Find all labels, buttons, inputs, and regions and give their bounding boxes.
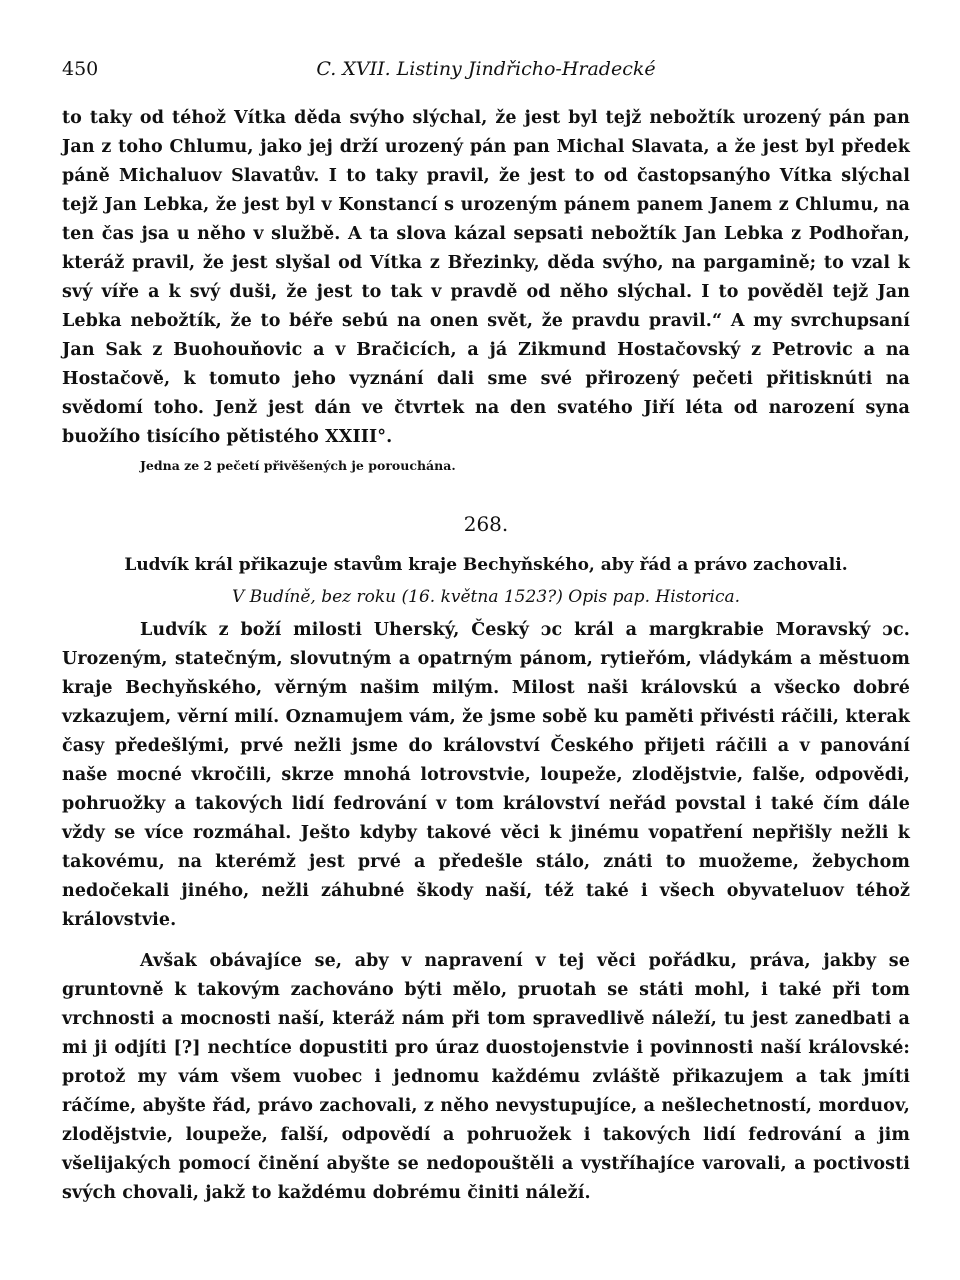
continuation-paragraph: to taky od téhož Vítka děda svýho slýchal, že jest byl tejž nebožtík urozený pán pan Jan z toho Chlumu, jako jej drží urozený pán pan Michal Slavata, a že jest byl předek páně Michaluov Slavatův. I to taky pravil, že jest to od častopsanýho Vítka slýchal tejž Jan Lebka, že jest byl v Konstancí s urozeným pánem panem Janem z Chlumu, na ten čas jsa u něho v službě. A ta slova kázal sepsati nebožtík Jan Lebka z Podhořan, kteráž pravil, že jest slyšal od Vítka z Březinky, děda svýho, na pargamině; to vzal k svý víře a k svý duši, že jest to tak v pravdě od něho slýchal. I to pověděl tejž Jan Lebka nebožtík, že to béře sebú na onen svět, že pravdu pravil.“ A my svrchupsaní Jan Sak z Buohouňovic a v Bračicích, a já Zikmund Hostačovský z Petrovic a na Hostačově, k tomuto jeho vyznání dali sme své přirozený pečeti přitisknúti na svědomí toho. Jenž jest dán ve čtvrtek na den svatého Jiří léta od narození syna buožího tisícího pětistého XXIII°. — [62, 108, 910, 447]
document-paragraph: Avšak obávajíce se, aby v napravení v tej věci pořádku, práva, jakby se gruntovně k takovým zachováno býti mělo, pruotah se státi mohl, i také při tom vrchnosti a mocnosti naší, kteráž nám při tom spravedlivě náleží, tu jest zanedbati a mi ji odjíti [?] nechtíce dopustiti pro úraz duostojenstvie i povinnosti naší královské: protož my vám všem vuobec i jednomu každému zvláště přikazujem a tak jmíti ráčíme, abyšte řád, právo zachovali, z něho nevystupujíce, a nešlechetností, morduov, zlodějstvie, loupeže, falší, odpovědí a pohruožek i takových lidí fedrování a jim všelijakých pomocí činění abyšte se nedopouštěli a vystříhajíce varovali, a poctivosti svých chovali, jakž to každému dobrému činiti náleží. — [62, 951, 910, 1203]
page-number: 450 — [62, 58, 99, 80]
page-body — [62, 104, 910, 1208]
document-number: 268. — [463, 512, 509, 536]
document-source: V Budíně, bez roku (16. května 1523?) Opis pap. Historica. — [231, 587, 741, 607]
document-paragraph: Ludvík z boží milosti Uherský, Český ɔc král a margkrabie Moravský ɔc. Urozeným, statečným, slovutným a opatrným pánom, rytieřóm, vládykám a městuom kraje Bechyňského, věrným našim milým. Milost naši královskú a všecko dobré vzkazujem, věrní milí. Oznamujem vám, že jsme sobě ku paměti přivésti ráčili, kterak časy předešlými, prvé nežli jsme do království Českého přijeti ráčili a v panování naše mocné vkročili, skrze mnohá lotrovstvie, loupeže, zlodějstvie, falše, odpovědi, pohruožky a takových lidí fedrování v tom království neřád povstal i také čím dále vždy se více rozmáhal. Ješto kdyby takové věci k jinému vopatření nepřišly nežli k takovému, na kterémž jest prvé a předešle stálo, znáti to muožeme, žebychom nedočekali jiného, nežli záhubné škody naší, též také i všech obyvateluov téhož královstvie. — [62, 620, 910, 930]
document-title: Ludvík král přikazuje stavům kraje Bechyňského, aby řád a právo zachovali. — [124, 555, 848, 575]
running-head: C. XVII. Listiny Jindřicho-Hradecké — [316, 58, 656, 80]
page-header — [62, 48, 910, 88]
seal-note: Jedna ze 2 pečetí přivěšených je porouchána. — [140, 458, 456, 473]
